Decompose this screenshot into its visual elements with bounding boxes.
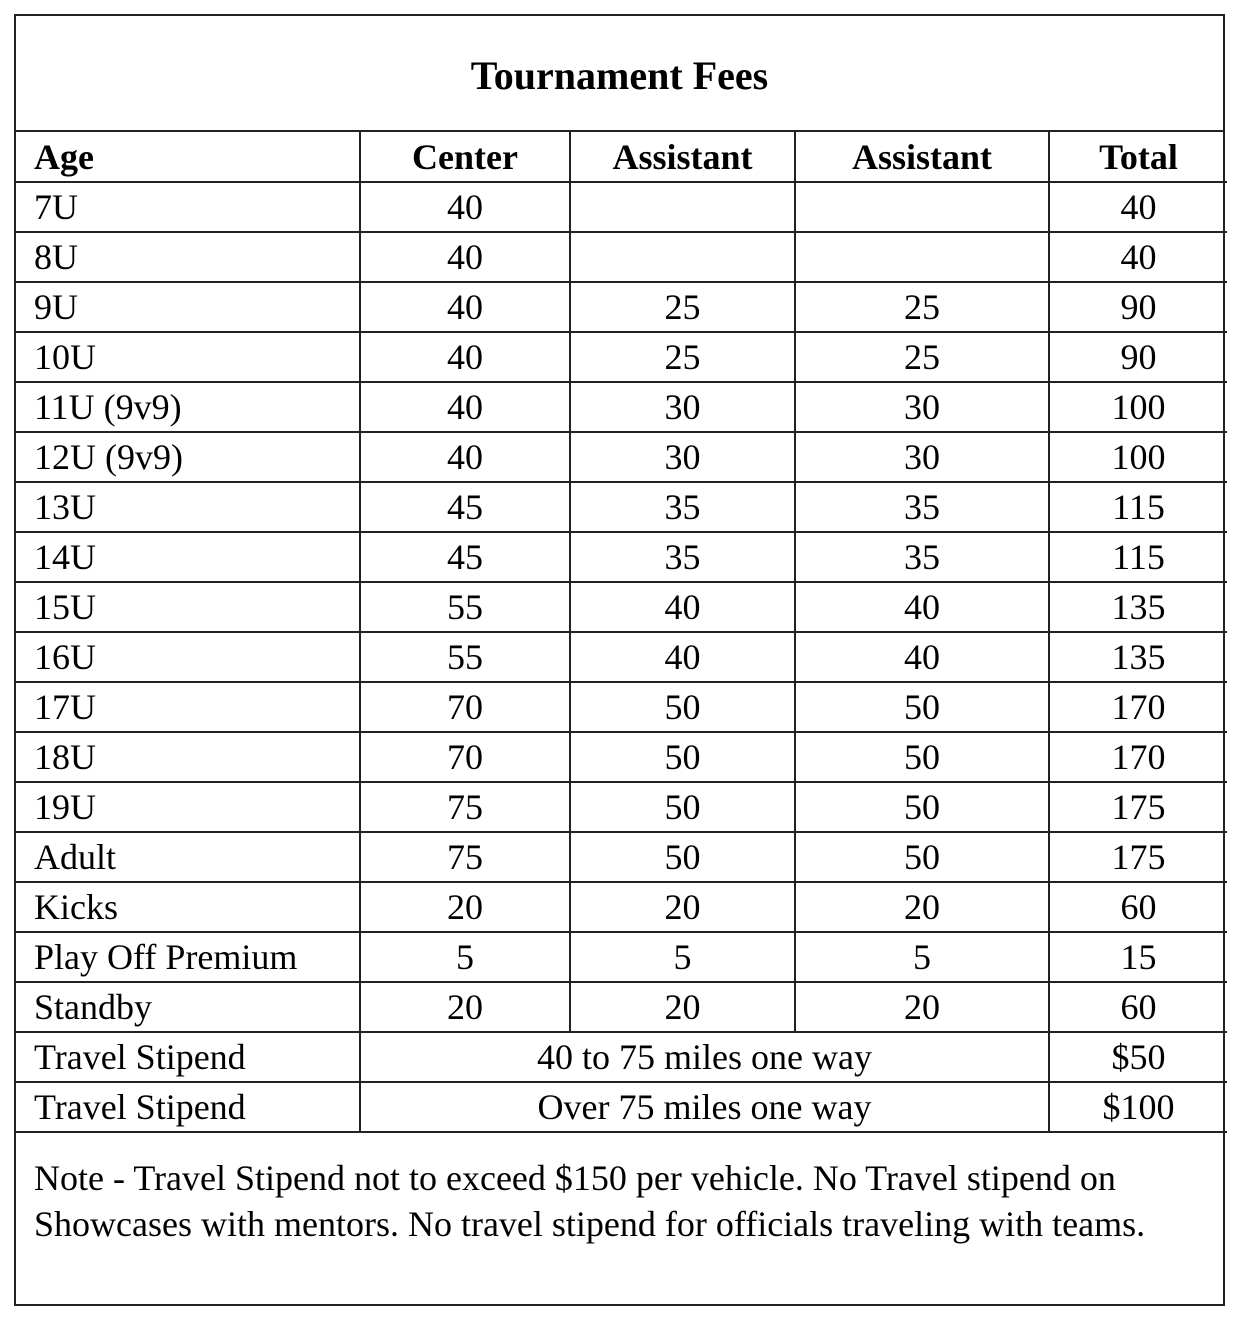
cell-center-fee: 20: [360, 982, 570, 1032]
stipend-row: [16, 1032, 1227, 1082]
cell-assistant-fee-1: 50: [570, 782, 795, 832]
cell-assistant-fee-2: 25: [795, 282, 1049, 332]
cell-total-fee: 115: [1049, 482, 1227, 532]
cell-assistant-fee-2: 40: [795, 632, 1049, 682]
cell-assistant-fee-2: 50: [795, 782, 1049, 832]
table-row: [16, 232, 1227, 282]
cell-assistant-fee-2: 40: [795, 582, 1049, 632]
cell-age: 17U: [16, 682, 360, 732]
cell-center-fee: 75: [360, 782, 570, 832]
cell-center-fee: 40: [360, 232, 570, 282]
cell-center-fee: 70: [360, 682, 570, 732]
cell-center-fee: 20: [360, 882, 570, 932]
cell-assistant-fee-1: 35: [570, 532, 795, 582]
cell-total-fee: 175: [1049, 782, 1227, 832]
cell-assistant-fee-1: [570, 182, 795, 232]
cell-total-fee: 90: [1049, 282, 1227, 332]
table-row: [16, 632, 1227, 682]
header-age: Age: [16, 132, 360, 182]
cell-assistant-fee-2: 30: [795, 382, 1049, 432]
note-text: Note - Travel Stipend not to exceed $150 per vehicle. No Travel stipend on Showcases with mentors. No travel stipend for officials traveling with teams.: [34, 1158, 1146, 1244]
cell-assistant-fee-1: 5: [570, 932, 795, 982]
cell-age: 16U: [16, 632, 360, 682]
cell-assistant-fee-1: 20: [570, 882, 795, 932]
cell-center-fee: 70: [360, 732, 570, 782]
cell-center-fee: 45: [360, 532, 570, 582]
cell-age: 15U: [16, 582, 360, 632]
cell-assistant-fee-2: 35: [795, 482, 1049, 532]
cell-age: 7U: [16, 182, 360, 232]
header-center: Center: [360, 132, 570, 182]
cell-center-fee: 40: [360, 382, 570, 432]
cell-stipend-distance: 40 to 75 miles one way: [360, 1032, 1049, 1082]
cell-assistant-fee-1: 50: [570, 832, 795, 882]
cell-age: 11U (9v9): [16, 382, 360, 432]
cell-age: Standby: [16, 982, 360, 1032]
cell-age: 9U: [16, 282, 360, 332]
table-row: [16, 932, 1227, 982]
cell-total-fee: 170: [1049, 682, 1227, 732]
cell-assistant-fee-2: 5: [795, 932, 1049, 982]
cell-age: 8U: [16, 232, 360, 282]
cell-age: Kicks: [16, 882, 360, 932]
cell-age: 12U (9v9): [16, 432, 360, 482]
cell-assistant-fee-1: 50: [570, 732, 795, 782]
cell-total-fee: 100: [1049, 432, 1227, 482]
table-row: [16, 682, 1227, 732]
cell-assistant-fee-2: 50: [795, 732, 1049, 782]
cell-assistant-fee-2: 20: [795, 982, 1049, 1032]
table-row: [16, 582, 1227, 632]
cell-age: Adult: [16, 832, 360, 882]
cell-stipend-amount: $50: [1049, 1032, 1227, 1082]
table-row: [16, 782, 1227, 832]
fee-table-document: [14, 14, 1225, 1306]
table-row: [16, 382, 1227, 432]
cell-stipend-amount: $100: [1049, 1082, 1227, 1132]
cell-center-fee: 55: [360, 632, 570, 682]
table-row: [16, 482, 1227, 532]
table-row: [16, 432, 1227, 482]
table-row: [16, 982, 1227, 1032]
cell-assistant-fee-2: [795, 182, 1049, 232]
cell-stipend-distance: Over 75 miles one way: [360, 1082, 1049, 1132]
header-assistant-2: Assistant: [795, 132, 1049, 182]
cell-stipend-label: Travel Stipend: [16, 1032, 360, 1082]
header-assistant-1: Assistant: [570, 132, 795, 182]
cell-age: Play Off Premium: [16, 932, 360, 982]
cell-age: 18U: [16, 732, 360, 782]
cell-center-fee: 40: [360, 432, 570, 482]
cell-total-fee: 90: [1049, 332, 1227, 382]
fees-table: [16, 132, 1227, 1133]
cell-center-fee: 55: [360, 582, 570, 632]
cell-stipend-label: Travel Stipend: [16, 1082, 360, 1132]
cell-total-fee: 135: [1049, 632, 1227, 682]
table-row: [16, 882, 1227, 932]
cell-center-fee: 40: [360, 282, 570, 332]
cell-assistant-fee-2: 35: [795, 532, 1049, 582]
cell-total-fee: 60: [1049, 882, 1227, 932]
table-row: [16, 532, 1227, 582]
cell-center-fee: 45: [360, 482, 570, 532]
table-row: [16, 282, 1227, 332]
header-total: Total: [1049, 132, 1227, 182]
cell-assistant-fee-2: [795, 232, 1049, 282]
cell-assistant-fee-1: 35: [570, 482, 795, 532]
cell-total-fee: 135: [1049, 582, 1227, 632]
cell-assistant-fee-1: 20: [570, 982, 795, 1032]
cell-assistant-fee-2: 30: [795, 432, 1049, 482]
cell-total-fee: 40: [1049, 232, 1227, 282]
cell-age: 10U: [16, 332, 360, 382]
cell-total-fee: 170: [1049, 732, 1227, 782]
cell-total-fee: 115: [1049, 532, 1227, 582]
cell-assistant-fee-1: 30: [570, 432, 795, 482]
cell-center-fee: 75: [360, 832, 570, 882]
cell-assistant-fee-2: 50: [795, 832, 1049, 882]
cell-age: 13U: [16, 482, 360, 532]
cell-center-fee: 5: [360, 932, 570, 982]
cell-assistant-fee-1: 25: [570, 332, 795, 382]
cell-assistant-fee-2: 20: [795, 882, 1049, 932]
cell-total-fee: 175: [1049, 832, 1227, 882]
cell-assistant-fee-1: 40: [570, 582, 795, 632]
cell-total-fee: 100: [1049, 382, 1227, 432]
cell-assistant-fee-1: 25: [570, 282, 795, 332]
cell-assistant-fee-2: 25: [795, 332, 1049, 382]
cell-assistant-fee-1: 50: [570, 682, 795, 732]
table-row: [16, 332, 1227, 382]
cell-center-fee: 40: [360, 332, 570, 382]
table-row: [16, 182, 1227, 232]
page-title: Tournament Fees: [16, 16, 1223, 132]
cell-total-fee: 15: [1049, 932, 1227, 982]
header-row: [16, 132, 1227, 182]
cell-age: 19U: [16, 782, 360, 832]
table-row: [16, 832, 1227, 882]
cell-age: 14U: [16, 532, 360, 582]
table-row: [16, 732, 1227, 782]
cell-center-fee: 40: [360, 182, 570, 232]
stipend-row: [16, 1082, 1227, 1132]
cell-assistant-fee-1: [570, 232, 795, 282]
cell-total-fee: 40: [1049, 182, 1227, 232]
cell-assistant-fee-2: 50: [795, 682, 1049, 732]
cell-total-fee: 60: [1049, 982, 1227, 1032]
cell-assistant-fee-1: 40: [570, 632, 795, 682]
cell-assistant-fee-1: 30: [570, 382, 795, 432]
